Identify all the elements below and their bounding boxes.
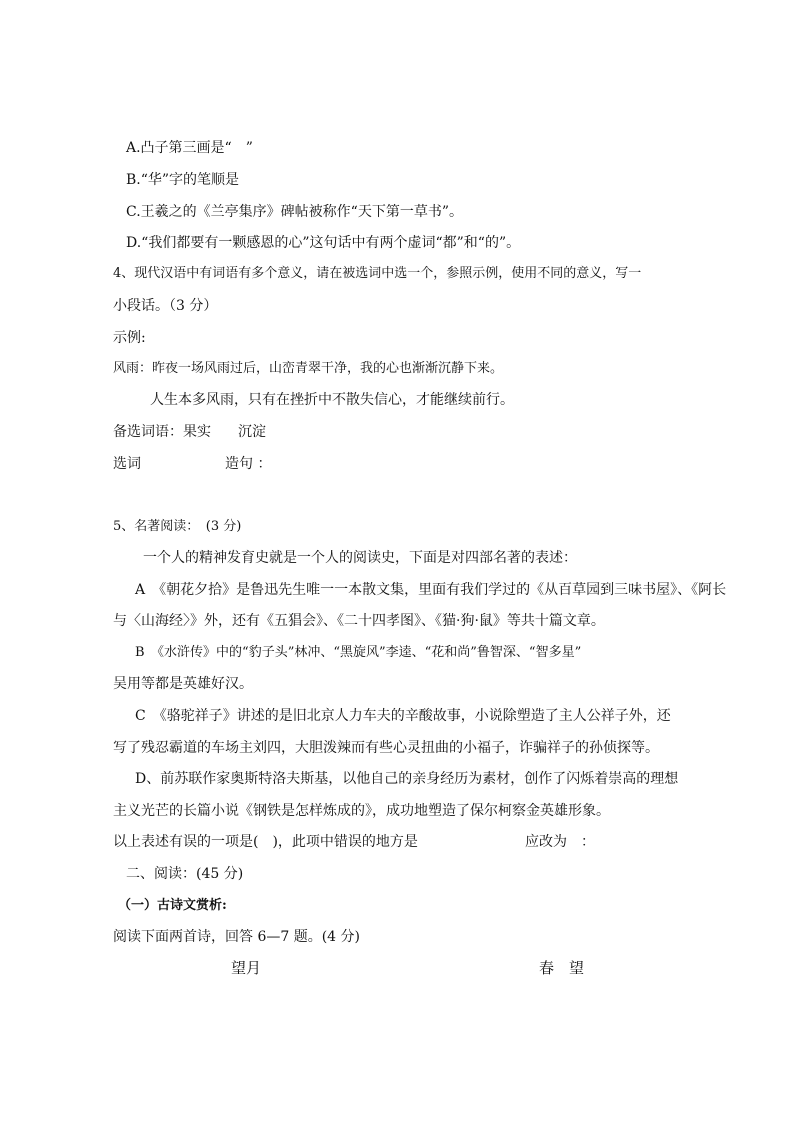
option-a: A.凸子第三画是“ ” bbox=[126, 140, 253, 156]
q5-title: 5、名著阅读： (3 分) bbox=[113, 519, 242, 534]
q5-answer-prompt: 以上表述有误的一项是( )，此项中错误的地方是 bbox=[113, 834, 418, 850]
q5-option-d-line2: 主义光芒的长篇小说《钢铁是怎样炼成的》，成功地塑造了保尔柯察金英雄形象。 bbox=[113, 803, 610, 819]
option-c: C.王羲之的《兰亭集序》碑帖被称作“天下第一草书”。 bbox=[126, 204, 463, 220]
q5-option-b-line2: 吴用等都是英雄好汉。 bbox=[113, 676, 253, 692]
q4-example-line1: 风雨：昨夜一场风雨过后，山峦青翠干净，我的心也渐渐沉静下来。 bbox=[113, 361, 504, 376]
q4-word-2: 沉淀 bbox=[238, 424, 266, 440]
poem-2-title: 春 望 bbox=[539, 959, 585, 977]
q4-prompt-line2: 小段话。（3 分） bbox=[113, 298, 218, 314]
q5-correction-prompt: 应改为 ： bbox=[525, 834, 595, 850]
q5-intro: 一个人的精神发育史就是一个人的阅读史，下面是对四部名著的表述： bbox=[143, 550, 577, 566]
q4-prompt-line1: 4、现代汉语中有词语有多个意义，请在被选词中选一个，参照示例，使用不同的意义，写一 bbox=[113, 266, 642, 281]
q5-option-a-line1: A 《朝花夕拾》是鲁迅先生唯一一本散文集，里面有我们学过的《从百草园到三味书屋》、《阿长 bbox=[135, 582, 727, 598]
poem-1-title: 望月 bbox=[231, 959, 262, 977]
q4-example-line2: 人生本多风雨，只有在挫折中不散失信心，才能继续前行。 bbox=[150, 392, 514, 408]
q5-option-d-line1: D、前苏联作家奥斯特洛夫斯基，以他自己的亲身经历为素材，创作了闪烁着崇高的理想 bbox=[135, 771, 679, 787]
q5-option-a-line2: 与〈山海经〉》外，还有《五猖会》、《二十四孝图》、《猫·狗·鼠》等共十篇文章。 bbox=[113, 613, 605, 629]
q4-sentence-label: 造句 ： bbox=[225, 456, 272, 472]
poem-instruction: 阅读下面两首诗，回答 6—7 题。(4 分) bbox=[113, 929, 360, 945]
q4-choose-label: 选词 bbox=[113, 456, 141, 472]
q4-words-label: 备选词语：果实 bbox=[113, 424, 211, 440]
q5-option-b-line1: B 《水浒传》中的“豹子头”林冲、“黑旋风”李逵、“花和尚”鲁智深、“智多星” bbox=[135, 645, 582, 660]
section-2-subtitle: （一）古诗文赏析: bbox=[118, 898, 227, 913]
option-d: D.“我们都要有一颗感恩的心”这句话中有两个虚词“都”和“的”。 bbox=[126, 235, 521, 251]
option-b: B.“华”字的笔顺是 bbox=[126, 172, 240, 188]
q5-option-c-line2: 写了残忍霸道的车场主刘四，大胆泼辣而有些心灵扭曲的小福子，诈骗祥子的孙侦探等。 bbox=[113, 740, 659, 756]
q5-option-c-line1: C 《骆驼祥子》讲述的是旧北京人力车夫的辛酸故事，小说除塑造了主人公祥子外，还 bbox=[135, 708, 671, 724]
q4-example-label: 示例: bbox=[113, 330, 146, 346]
section-2-title: 二、阅读：(45 分) bbox=[126, 866, 244, 882]
